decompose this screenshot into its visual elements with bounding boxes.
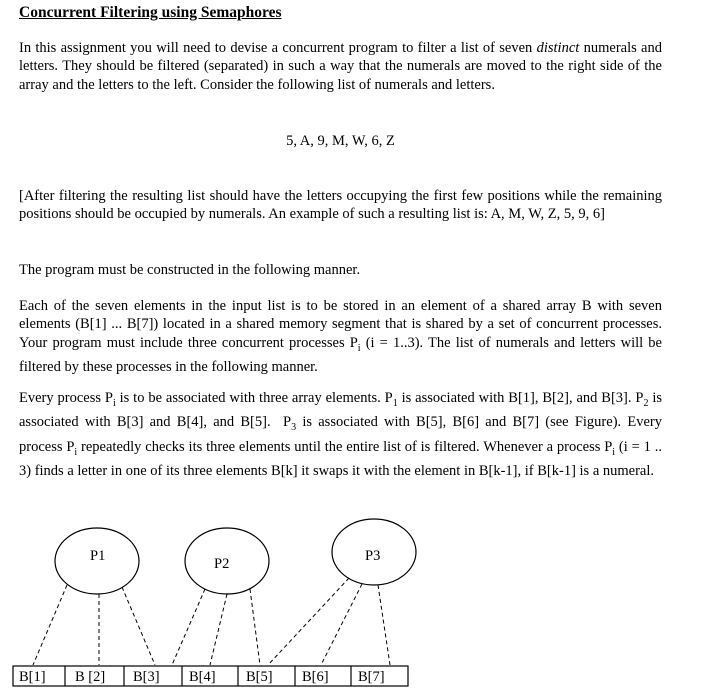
shared-array-paragraph: Each of the seven elements in the input list is to be stored in an element of a shared array B with seven elements (B[1] ... B[7]) located in a shared memory segment that is shared by a set of concurrent processes. Your program must include three concurrent processes $P_i$ (i = 1..3). The list of numerals and letters will be filtered by these processes in the following manner.	[19, 298, 662, 376]
process-association-paragraph: Every process $P_i$ is to be associated with three array elements. $P_1$ is associated with B[1], B[2], and B[3]. $P_2$ is associated with B[3] and B[4], and B[5]. $P_3$ is associated with B[5], B[6] and B[7] (see Figure). Every process $P_i$ repeatedly checks its three elements until the entire list of is filtered. Whenever a process $P_i$ (i = 1 .. 3) finds a letter in one of its three elements B[k] it swaps it with the element in B[k-1], if B[k-1] is a numeral.	[19, 390, 663, 479]
array-cell-b5: B[5]	[246, 669, 273, 685]
connector-p3-b6	[321, 584, 362, 665]
array-row-frame	[13, 666, 408, 686]
array-cell-b1: B[1]	[19, 669, 46, 685]
array-cell-b4: B[4]	[189, 669, 216, 685]
array-cell-b3: B[3]	[133, 669, 160, 685]
document-title: Concurrent Filtering using Semaphores	[19, 4, 282, 21]
after-filtering-paragraph: [After filtering the resulting list should have the letters occupying the first few positions while the remaining positions should be occupied by numerals. An example of such a resulting list is: A, M, W, Z, 5, 9, 6]	[19, 188, 662, 223]
intro-paragraph: In this assignment you will need to devise a concurrent program to filter a list of seven distinct numerals and letters. They should be filtered (separated) in such a way that the numerals are moved to the right side of the array and the letters to the left. Consider the following list of numerals and letters.	[19, 40, 662, 93]
input-list: 5, A, 9, M, W, 6, Z	[286, 133, 395, 149]
array-cell-b6: B[6]	[302, 669, 329, 685]
connector-p2-b5	[250, 589, 260, 665]
connector-p3-b5	[268, 578, 349, 665]
process-p1-node	[55, 528, 139, 594]
array-cell-b2: B [2]	[75, 669, 106, 685]
process-p2-label: P2	[214, 556, 230, 572]
process-p3-node	[332, 519, 416, 585]
process-p3-label: P3	[365, 548, 381, 564]
connector-p1-b3	[122, 587, 155, 665]
connector-p2-b4	[210, 594, 227, 665]
process-p1-label: P1	[90, 548, 106, 564]
connector-p3-b7	[378, 585, 390, 665]
connector-p2-b3	[172, 589, 205, 665]
process-p2-node	[185, 528, 269, 594]
array-cell-b7: B[7]	[358, 669, 385, 685]
construction-paragraph: The program must be constructed in the following manner.	[19, 262, 361, 278]
connector-p1-b1	[33, 585, 67, 665]
